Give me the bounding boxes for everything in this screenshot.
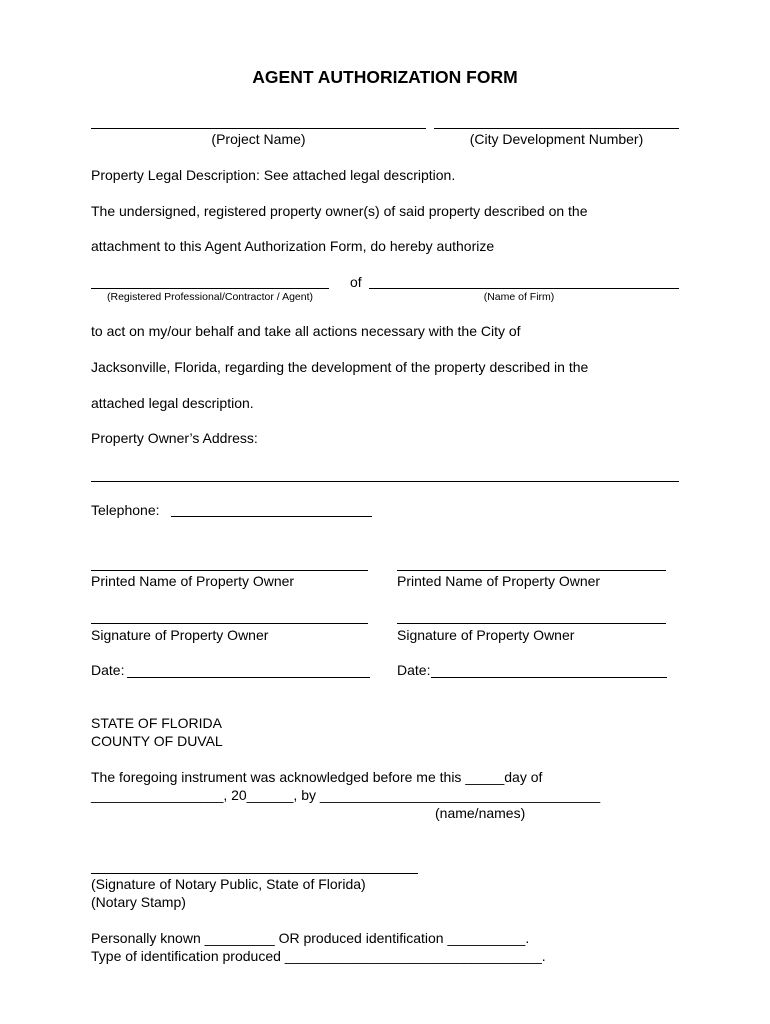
date-label-2: Date: <box>397 662 431 678</box>
behalf-paragraph-line-2: Jacksonville, Florida, regarding the development of the property described in the <box>91 359 589 375</box>
firm-name-line[interactable] <box>369 288 679 289</box>
project-name-label: (Project Name) <box>211 131 306 147</box>
date-line-1[interactable] <box>127 677 370 678</box>
telephone-label: Telephone: <box>91 502 160 518</box>
signature-label-2: Signature of Property Owner <box>397 627 575 643</box>
city-development-number-line[interactable] <box>434 128 679 129</box>
signature-label-1: Signature of Property Owner <box>91 627 269 643</box>
identification-type-line: Type of identification produced _________________________________. <box>91 948 546 964</box>
names-label: (name/names) <box>435 805 526 821</box>
agent-label: (Registered Professional/Contractor / Agent) <box>106 291 314 303</box>
legal-description-text: Property Legal Description: See attached legal description. <box>91 167 456 183</box>
behalf-paragraph-line-1: to act on my/our behalf and take all actions necessary with the City of <box>91 323 521 339</box>
printed-name-line-1[interactable] <box>91 570 368 571</box>
printed-name-label-2: Printed Name of Property Owner <box>397 573 601 589</box>
printed-name-line-2[interactable] <box>397 570 666 571</box>
personally-known-line: Personally known _________ OR produced identification __________. <box>91 930 530 946</box>
form-title: AGENT AUTHORIZATION FORM <box>252 67 518 87</box>
owner-address-line[interactable] <box>91 481 679 482</box>
acknowledgment-line-1: The foregoing instrument was acknowledged before me this _____day of <box>91 769 543 785</box>
printed-name-label-1: Printed Name of Property Owner <box>91 573 295 589</box>
authorization-paragraph-line-2: attachment to this Agent Authorization Form, do hereby authorize <box>91 238 495 254</box>
owner-address-label: Property Owner’s Address: <box>91 430 258 446</box>
acknowledgment-line-2: _________________, 20______, by ____________________________________ <box>91 787 601 803</box>
state-text: STATE OF FLORIDA <box>91 715 222 731</box>
notary-signature-label: (Signature of Notary Public, State of Florida) <box>91 876 366 892</box>
authorization-paragraph-line-1: The undersigned, registered property owner(s) of said property described on the <box>91 203 588 219</box>
county-text: COUNTY OF DUVAL <box>91 733 223 749</box>
notary-signature-line[interactable] <box>91 873 418 874</box>
telephone-line[interactable] <box>171 516 372 517</box>
date-label-1: Date: <box>91 662 125 678</box>
notary-stamp-label: (Notary Stamp) <box>91 894 186 910</box>
city-development-number-label: (City Development Number) <box>469 131 644 147</box>
behalf-paragraph-line-3: attached legal description. <box>91 395 254 411</box>
of-word: of <box>350 274 362 290</box>
project-name-line[interactable] <box>91 128 426 129</box>
agent-name-line[interactable] <box>91 288 329 289</box>
firm-label: (Name of Firm) <box>483 291 555 303</box>
date-line-2[interactable] <box>431 677 667 678</box>
signature-line-2[interactable] <box>397 623 666 624</box>
signature-line-1[interactable] <box>91 623 368 624</box>
